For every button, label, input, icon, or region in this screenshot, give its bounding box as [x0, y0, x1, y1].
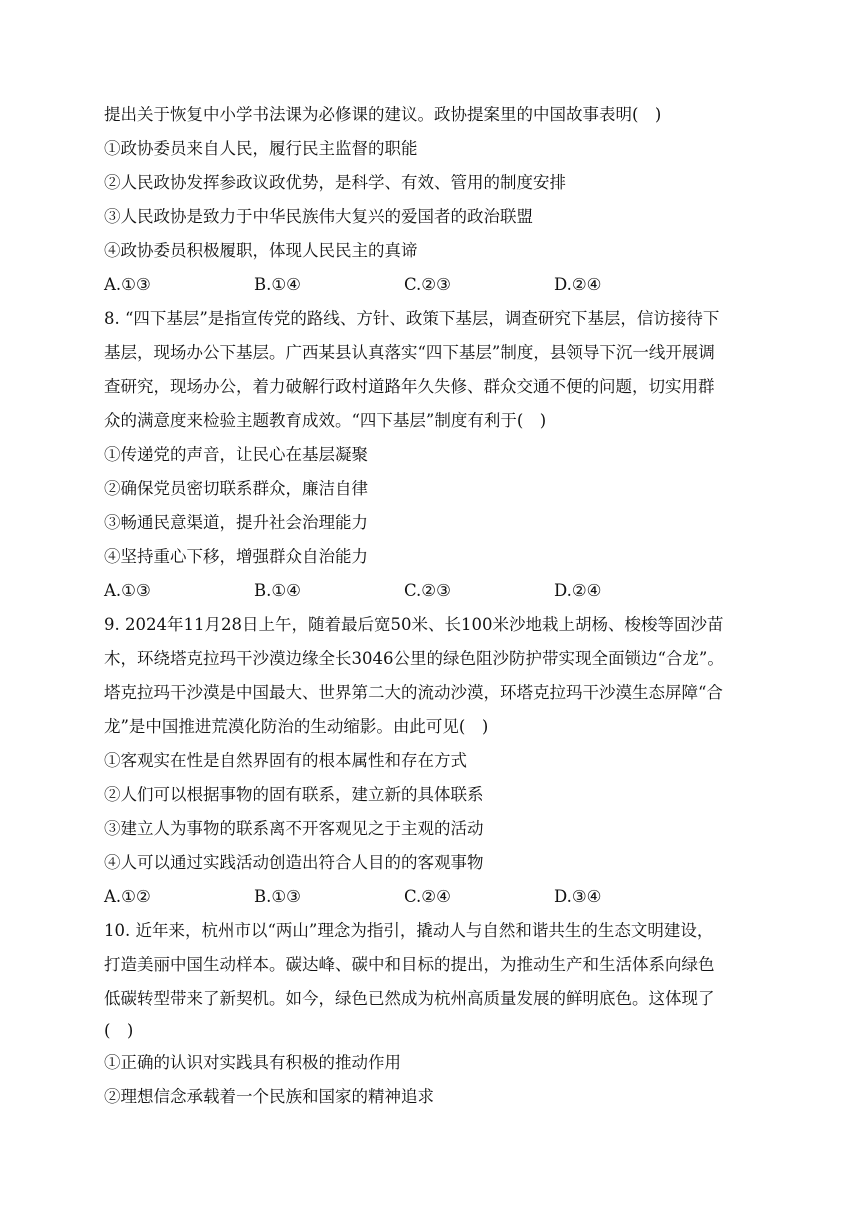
- q8-statement-3: ③畅通民意渠道，提升社会治理能力: [104, 513, 368, 532]
- q10-statement-2: ②理想信念承载着一个民族和国家的精神追求: [104, 1087, 434, 1106]
- q7-statement-3: ③人民政协是致力于中华民族伟大复兴的爱国者的政治联盟: [104, 207, 533, 226]
- q9-option-a: A.①②: [104, 887, 151, 906]
- q7-option-b: B.①④: [254, 275, 301, 294]
- q8-stem-line-1: 8. “四下基层”是指宣传党的路线、方针、政策下基层，调查研究下基层，信访接待下: [104, 309, 720, 328]
- q8-statement-4: ④坚持重心下移，增强群众自治能力: [104, 547, 368, 566]
- q9-stem-line-3: 塔克拉玛干沙漠是中国最大、世界第二大的流动沙漠，环塔克拉玛干沙漠生态屏障“合: [104, 683, 723, 702]
- q10-stem-line-2: 打造美丽中国生动样本。碳达峰、碳中和目标的提出，为推动生产和生活体系向绿色: [104, 955, 715, 974]
- q8-statement-2: ②确保党员密切联系群众，廉洁自律: [104, 479, 368, 498]
- q9-option-c: C.②④: [404, 887, 451, 906]
- q9-option-b: B.①③: [254, 887, 301, 906]
- q8-option-d: D.②④: [554, 581, 602, 600]
- q7-statement-4: ④政协委员积极履职，体现人民民主的真谛: [104, 241, 418, 260]
- q7-stem-tail: 提出关于恢复中小学书法课为必修课的建议。政协提案里的中国故事表明( ): [104, 105, 662, 124]
- q9-stem-line-2: 木，环绕塔克拉玛干沙漠边缘全长3046公里的绿色阻沙防护带实现全面锁边“合龙”。: [104, 649, 724, 668]
- q7-statement-1: ①政协委员来自人民，履行民主监督的职能: [104, 139, 418, 158]
- q8-statement-1: ①传递党的声音，让民心在基层凝聚: [104, 445, 368, 464]
- q9-statement-1: ①客观实在性是自然界固有的根本属性和存在方式: [104, 751, 467, 770]
- q9-stem-line-1: 9. 2024年11月28日上午，随着最后宽50米、长100米沙地栽上胡杨、梭梭等固沙苗: [104, 615, 724, 634]
- q7-option-c: C.②③: [404, 275, 451, 294]
- q8-stem-line-3: 查研究，现场办公，着力破解行政村道路年久失修、群众交通不便的问题，切实用群: [104, 377, 715, 396]
- q8-option-a: A.①③: [104, 581, 151, 600]
- q9-stem-line-4: 龙”是中国推进荒漠化防治的生动缩影。由此可见( ): [104, 717, 489, 736]
- q9-option-d: D.③④: [554, 887, 602, 906]
- q7-statement-2: ②人民政协发挥参政议政优势，是科学、有效、管用的制度安排: [104, 173, 566, 192]
- q9-statement-2: ②人们可以根据事物的固有联系，建立新的具体联系: [104, 785, 484, 804]
- q7-option-a: A.①③: [104, 275, 151, 294]
- q10-stem-line-3: 低碳转型带来了新契机。如今，绿色已然成为杭州高质量发展的鲜明底色。这体现了: [104, 989, 715, 1008]
- q8-stem-line-2: 基层，现场办公下基层。广西某县认真落实“四下基层”制度，县领导下沉一线开展调: [104, 343, 715, 362]
- q10-stem-line-1: 10. 近年来，杭州市以“两山”理念为指引，撬动人与自然和谐共生的生态文明建设，: [104, 921, 714, 940]
- q9-statement-4: ④人可以通过实践活动创造出符合人目的的客观事物: [104, 853, 484, 872]
- q8-option-b: B.①④: [254, 581, 301, 600]
- q9-statement-3: ③建立人为事物的联系离不开客观见之于主观的活动: [104, 819, 484, 838]
- q8-stem-line-4: 众的满意度来检验主题教育成效。“四下基层”制度有利于( ): [104, 411, 547, 430]
- q8-option-c: C.②③: [404, 581, 451, 600]
- q10-stem-line-4: ( ): [104, 1021, 134, 1040]
- q10-statement-1: ①正确的认识对实践具有积极的推动作用: [104, 1053, 401, 1072]
- q7-option-d: D.②④: [554, 275, 602, 294]
